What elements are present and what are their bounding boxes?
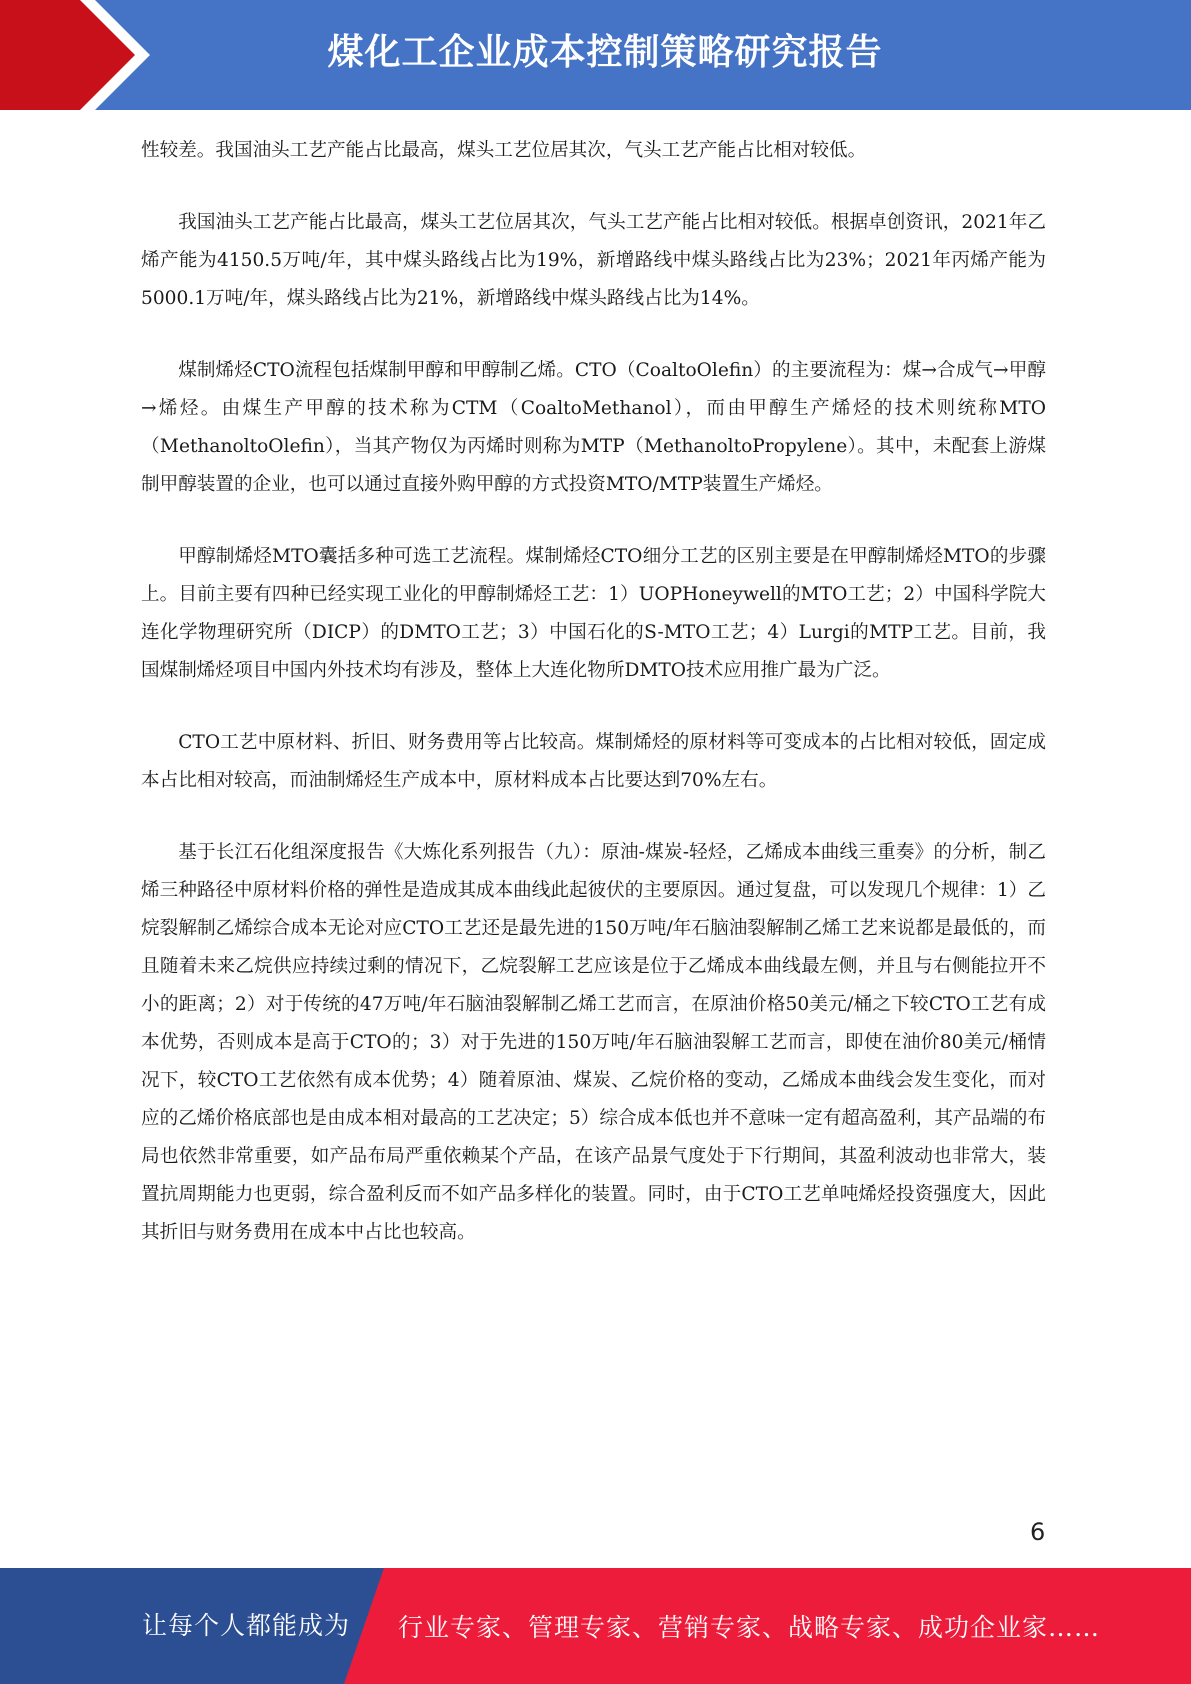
paragraph-continuation: 性较差。我国油头工艺产能占比最高，煤头工艺位居其次，气头工艺产能占比相对较低。 (141, 140, 867, 161)
footer-slogan-right: 行业专家、管理专家、营销专家、战略专家、成功企业家…… (398, 1613, 1101, 1642)
footer-slogan-left: 让每个人都能成为 (142, 1611, 351, 1640)
body-text (141, 132, 1046, 1286)
paragraph-cost-curve-analysis: 基于长江石化组深度报告《大炼化系列报告（九）：原油-煤炭-轻烃，乙烯成本曲线三重奏》的分析，制乙烯三种路径中原材料价格的弹性是造成其成本曲线此起彼伏的主要原因。通过复盘，可以发现几个规律：1）乙烷裂解制乙烯综合成本无论对应CTO工艺还是最先进的150万吨/年石脑油裂解制乙烯工艺来说都是最低的，而且随着未来乙烷供应持续过剩的情况下，乙烷裂解工艺应该是位于乙烯成本曲线最左侧，并且与右侧能拉开不小的距离；2）对于传统的47万吨/年石脑油裂解制乙烯工艺而言，在原油价格50美元/桶之下较CTO工艺有成本优势，否则成本是高于CTO的；3）对于先进的150万吨/年石脑油裂解工艺而言，即使在油价80美元/桶情况下，较CTO工艺依然有成本优势；4）随着原油、煤炭、乙烷价格的变动，乙烯成本曲线会发生变化，而对应的乙烯价格底部也是由成本相对最高的工艺决定；5）综合成本低也并不意味一定有超高盈利，其产品端的布局也依然非常重要，如产品布局严重依赖某个产品，在该产品景气度处于下行期间，其盈利波动也非常大，装置抗周期能力也更弱，综合盈利反而不如产品多样化的装置。同时，由于CTO工艺单吨烯烃投资强度大，因此其折旧与财务费用在成本中占比也较高。 (141, 842, 1046, 1243)
paragraph-cto-costs: CTO工艺中原材料、折旧、财务费用等占比较高。煤制烯烃的原材料等可变成本的占比相对较低，固定成本占比相对较高，而油制烯烃生产成本中，原材料成本占比要达到70%左右。 (141, 732, 1046, 791)
page-footer (0, 1568, 1191, 1684)
paragraph-mto-processes: 甲醇制烯烃MTO囊括多种可选工艺流程。煤制烯烃CTO细分工艺的区别主要是在甲醇制烯烃MTO的步骤上。目前主要有四种已经实现工业化的甲醇制烯烃工艺：1）UOPHoneywell的MTO工艺；2）中国科学院大连化学物理研究所（DICP）的DMTO工艺；3）中国石化的S-MTO工艺；4）Lurgi的MTP工艺。目前，我国煤制烯烃项目中国内外技术均有涉及，整体上大连化物所DMTO技术应用推广最为广泛。 (141, 546, 1046, 681)
paragraph-capacity: 我国油头工艺产能占比最高，煤头工艺位居其次，气头工艺产能占比相对较低。根据卓创资讯，2021年乙烯产能为4150.5万吨/年，其中煤头路线占比为19%，新增路线中煤头路线占比为23%；2021年丙烯产能为5000.1万吨/年，煤头路线占比为21%，新增路线中煤头路线占比为14%。 (141, 212, 1046, 309)
document-title: 煤化工企业成本控制策略研究报告 (327, 32, 883, 73)
paragraph-cto-process: 煤制烯烃CTO流程包括煤制甲醇和甲醇制乙烯。CTO（CoaltoOlefin）的主要流程为：煤→合成气→甲醇→烯烃。由煤生产甲醇的技术称为CTM（CoaltoMethanol），而由甲醇生产烯烃的技术则统称MTO（MethanoltoOlefin），当其产物仅为丙烯时则称为MTP（MethanoltoPropylene）。其中，未配套上游煤制甲醇装置的企业，也可以通过直接外购甲醇的方式投资MTO/MTP装置生产烯烃。 (141, 360, 1046, 495)
page-header (0, 0, 1191, 110)
page-number: 6 (1030, 1518, 1046, 1546)
